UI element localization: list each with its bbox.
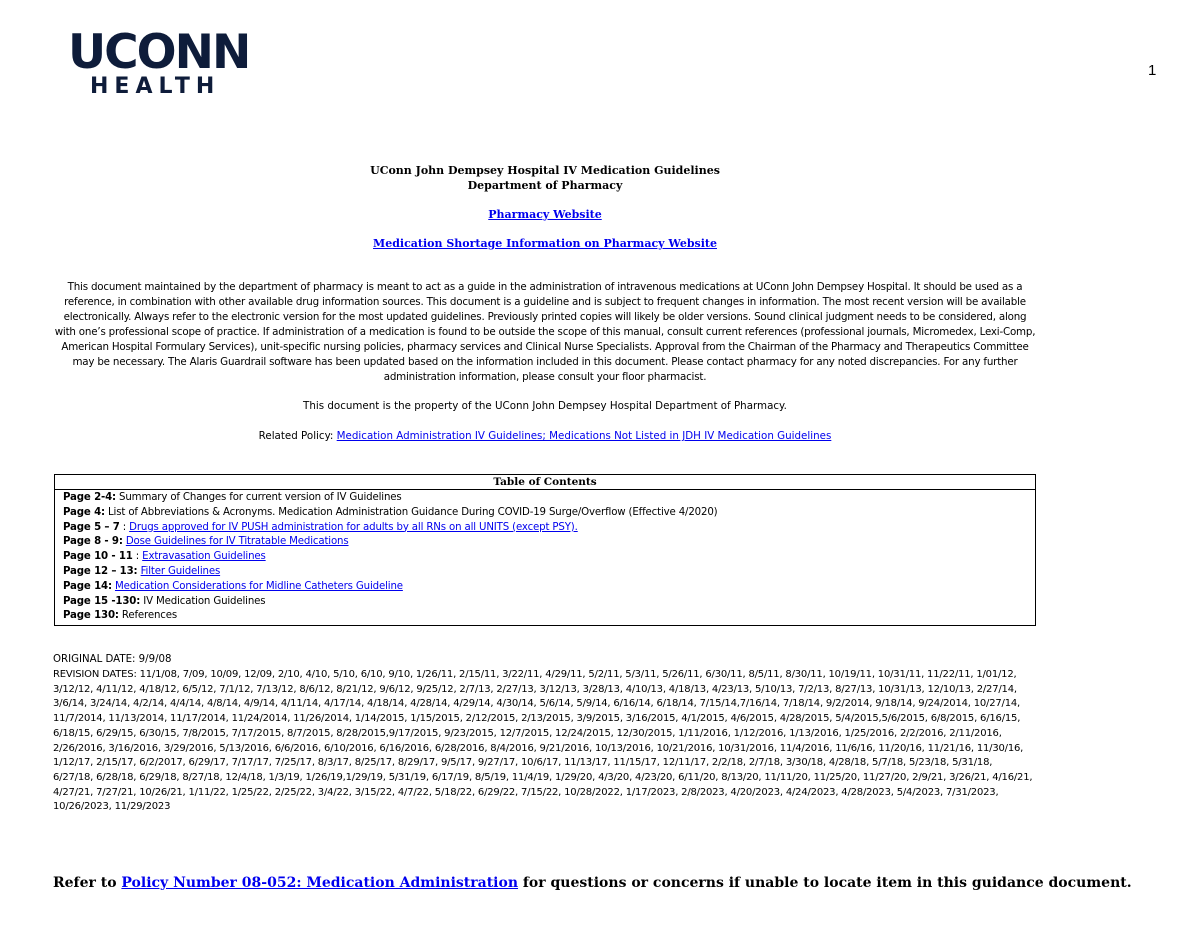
footer-suffix: for questions or concerns if unable to locate item in this guidance document.: [518, 875, 1132, 891]
logo-health-text: HEALTH: [90, 74, 221, 99]
footer-prefix: Refer to: [53, 875, 122, 891]
toc-link-iv-push[interactable]: Drugs approved for IV PUSH administration for adults by all RNs on all UNITS (except PSY).: [129, 521, 578, 533]
toc-page: Page 2-4:: [63, 492, 116, 503]
toc-page: Page 4:: [63, 506, 105, 518]
toc-row: Page 10 - 11 : Extravasation Guidelines: [63, 551, 266, 563]
related-policy-link[interactable]: Medication Administration IV Guidelines; Medications Not Listed in JDH IV Medication Guidelines: [336, 430, 832, 442]
toc-text: IV Medication Guidelines: [143, 595, 266, 607]
toc-link-extravasation[interactable]: Extravasation Guidelines: [142, 551, 266, 563]
toc-link-midline[interactable]: Medication Considerations for Midline Catheters Guideline: [114, 580, 403, 592]
footer-note: [53, 875, 1132, 891]
toc-text: List of Abbreviations & Acronyms. Medication Administration Guidance During COVID-19 Surge/Overflow (Effective 4/2020): [108, 506, 718, 518]
toc-page: Page 8 - 9:: [63, 536, 123, 548]
pharmacy-website-link[interactable]: Pharmacy Website: [488, 208, 602, 221]
page-number: 1: [1148, 62, 1157, 79]
toc-heading: Table of Contents: [55, 475, 1035, 490]
property-statement: This document is the property of the UConn John Dempsey Hospital Department of Pharmacy.: [303, 400, 787, 412]
toc-row: [63, 491, 1027, 506]
revision-dates: REVISION DATES: 11/1/08, 7/09, 10/09, 12/09, 2/10, 4/10, 5/10, 6/10, 9/10, 1/26/11, 2/15/11, 3/22/11, 4/29/11, 5/2/11, 5/3/11, 5/26/11, 6/30/11, 8/5/11, 8/30/11, 10/19/11, 10/31/11, 11/22/11, 1/01/12, 3/12/12, 4/11/12, 4/18/12, 6/5/12, 7/1/12, 7/13/12, 8/6/12, 8/21/12, 9/6/12, 9/25/12, 2/7/13, 2/27/13, 3/12/13, 3/28/13, 4/10/13, 4/18/13, 4/23/13, 5/10/13, 7/2/13, 8/27/13, 10/31/13, 12/10/13, 2/27/14, 3/6/14, 3/24/14, 4/2/14, 4/4/14, 4/8/14, 4/9/14, 4/11/14, 4/17/14, 4/18/14, 4/28/14, 4/29/14, 4/30/14, 5/6/14, 5/9/14, 6/16/14, 6/18/14, 7/15/14,7/16/14, 7/18/14, 9/2/2014, 9/18/14, 9/24/2014, 10/27/14, 11/7/2014, 11/13/2014, 11/17/2014, 11/24/2014, 11/26/2014, 1/14/2015, 1/15/2015, 2/12/2015, 2/13/2015, 3/9/2015, 3/16/2015, 4/1/2015, 4/6/2015, 4/28/2015, 5/4/2015,5/6/2015, 6/8/2015, 6/16/15, 6/18/15, 6/29/15, 6/30/15, 7/8/2015, 7/17/2015, 8/7/2015, 8/28/2015,9/17/2015, 9/23/2015, 12/7/2015, 12/24/2015, 12/30/2015, 1/11/2016, 1/12/2016, 1/13/2016, 1/25/2016, 2/2/2016, 2/11/2016, 2/26/2016, 3/16/2016, 3/29/2016, 5/13/2016, 6/6/2016, 6/10/2016, 6/16/2016, 6/28/2016, 8/4/2016, 9/21/2016, 10/13/2016, 10/21/2016, 10/31/2016, 11/4/2016, 11/6/16, 11/20/16, 11/21/16, 11/30/16, 1/12/17, 2/15/17, 6/2/2017, 6/29/17, 7/17/17, 7/25/17, 8/3/17, 8/25/17, 8/29/17, 9/5/17, 9/27/17, 10/6/17, 11/13/17, 11/15/17, 12/11/17, 2/2/18, 2/7/18, 3/30/18, 4/28/18, 5/7/18, 5/23/18, 5/31/18, 6/27/18, 6/28/18, 6/29/18, 8/27/18, 12/4/18, 1/3/19, 1/26/19,1/29/19, 5/31/19, 6/17/19, 8/5/19, 11/4/19, 1/29/20, 4/3/20, 4/23/20, 6/11/20, 8/13/20, 11/11/20, 11/25/20, 11/27/20, 2/9/21, 3/26/21, 4/16/21, 4/27/21, 7/27/21, 10/26/21, 1/11/22, 1/25/22, 2/25/22, 3/4/22, 3/15/22, 4/7/22, 5/18/22, 6/29/22, 7/15/22, 10/28/2022, 1/17/2023, 2/8/2023, 4/20/2023, 4/24/2023, 4/28/2023, 5/4/2023, 7/31/2023, 10/26/2023, 11/29/2023: [53, 669, 1033, 813]
shortage-info-row: [0, 237, 1090, 250]
toc-row: [63, 535, 1027, 550]
toc-page: Page 15 -130:: [63, 595, 141, 607]
toc-text: Summary of Changes for current version of IV Guidelines: [119, 492, 402, 503]
toc-text: References: [121, 610, 178, 622]
toc-row: [63, 506, 1027, 521]
toc-row: [63, 580, 1027, 595]
logo-uconn-text: UCONN: [68, 25, 250, 80]
toc-row: Page 5 – 7 : Drugs approved for IV PUSH administration for adults by all RNs on all UNITS (except PSY).: [63, 521, 578, 533]
document-title: [0, 163, 1090, 193]
intro-paragraph: This document maintained by the department of pharmacy is meant to act as a guide in the administration of intravenous medications at UConn John Dempsey Hospital. It should be used as a reference, in combination with other available drug information sources. This document is a guideline and is subject to frequent changes in information. The most recent version will be available electronically. Always refer to the electronic version for the most updated guidelines. Previously printed copies will likely be older versions. Sound clinical judgment needs to be considered, along with one’s professional scope of practice. If administration of a medication is found to be outside the scope of this manual, consult current references (professional journals, Micromedex, Lexi-Comp, American Hospital Formulary Services), unit-specific nursing policies, pharmacy services and Clinical Nurse Specialists. Approval from the Chairman of the Pharmacy and Therapeutics Committee may be necessary. The Alaris Guardrail software has been updated based on the information included in this document. Please contact pharmacy for any noted discrepancies. For any further administration information, please consult your floor pharmacist.: [54, 281, 1036, 383]
related-policy: [0, 430, 1090, 442]
title-line-2: Department of Pharmacy: [467, 179, 623, 192]
pharmacy-website-row: [0, 208, 1090, 221]
toc-row: [63, 565, 1027, 580]
toc-page: Page 14:: [63, 580, 112, 592]
toc-link-titratable[interactable]: Dose Guidelines for IV Titratable Medications: [125, 536, 349, 548]
uconn-health-logo: [68, 25, 258, 100]
toc-page: Page 10 - 11: [63, 551, 133, 563]
toc-page: Page 5 – 7: [63, 521, 120, 533]
toc-page: Page 130:: [63, 610, 119, 622]
table-of-contents: [54, 474, 1036, 626]
toc-row: [63, 609, 1027, 624]
toc-row: [63, 595, 1027, 610]
title-line-1: UConn John Dempsey Hospital IV Medication Guidelines: [370, 164, 720, 177]
original-date: ORIGINAL DATE: 9/9/08: [53, 654, 172, 665]
policy-link[interactable]: Policy Number 08-052: Medication Administration: [121, 875, 519, 891]
toc-link-filter[interactable]: Filter Guidelines: [140, 565, 221, 577]
shortage-info-link[interactable]: Medication Shortage Information on Pharmacy Website: [373, 237, 717, 250]
related-policy-label: Related Policy:: [258, 430, 337, 442]
toc-page: Page 12 – 13:: [63, 565, 138, 577]
